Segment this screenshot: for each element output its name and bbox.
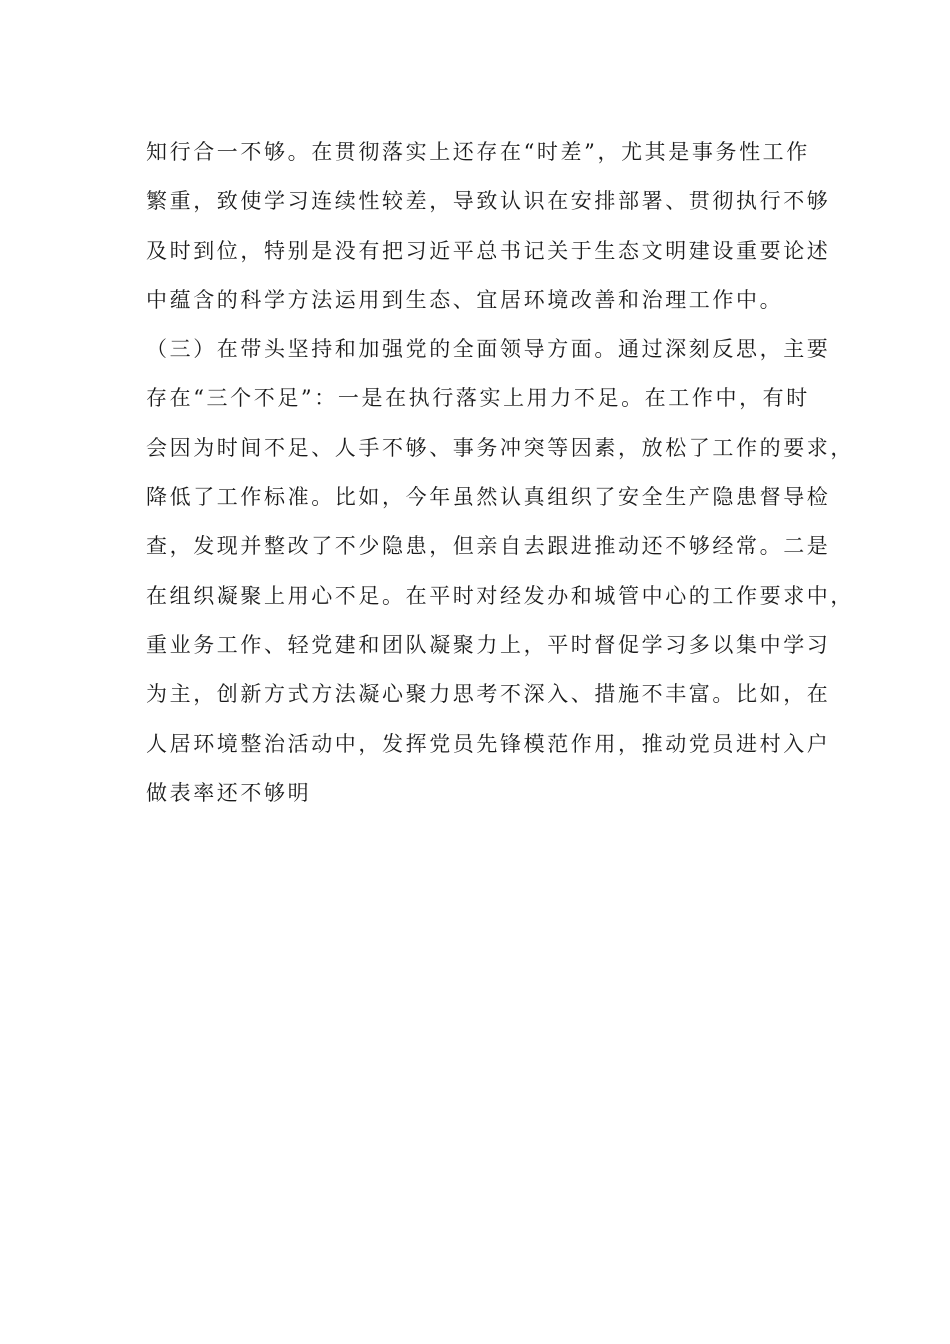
text-line: 及时到位，特别是没有把习近平总书记关于生态文明建设重要论述 [146, 238, 831, 263]
text-line: 做表率还不够明 [146, 780, 312, 805]
text-line: 为主，创新方式方法凝心聚力思考不深入、措施不丰富。比如，在 [146, 682, 831, 707]
text-line: 中蕴含的科学方法运用到生态、宜居环境改善和治理工作中。 [146, 287, 784, 312]
section-heading-line: （三）在带头坚持和加强党的全面领导方面。通过深刻反思，主要 [146, 337, 831, 362]
text-line: 人居环境整治活动中，发挥党员先锋模范作用，推动党员进村入户 [146, 731, 831, 756]
text-line: 会因为时间不足、人手不够、事务冲突等因素，放松了工作的要求， [146, 435, 854, 460]
text-line: 知行合一不够。在贯彻落实上还存在“时差”，尤其是事务性工作 [146, 140, 810, 164]
text-line: 存在“三个不足”：一是在执行落实上用力不足。在工作中，有时 [146, 386, 810, 411]
text-line: 繁重，致使学习连续性较差，导致认识在安排部署、贯彻执行不够 [146, 189, 831, 214]
text-line: 在组织凝聚上用心不足。在平时对经发办和城管中心的工作要求中， [146, 583, 854, 608]
text-line: 降低了工作标准。比如，今年虽然认真组织了安全生产隐患督导检 [146, 485, 831, 510]
text-line: 查，发现并整改了不少隐患，但亲自去跟进推动还不够经常。二是 [146, 534, 831, 559]
document-body [146, 132, 854, 822]
text-line: 重业务工作、轻党建和团队凝聚力上，平时督促学习多以集中学习 [146, 632, 831, 657]
